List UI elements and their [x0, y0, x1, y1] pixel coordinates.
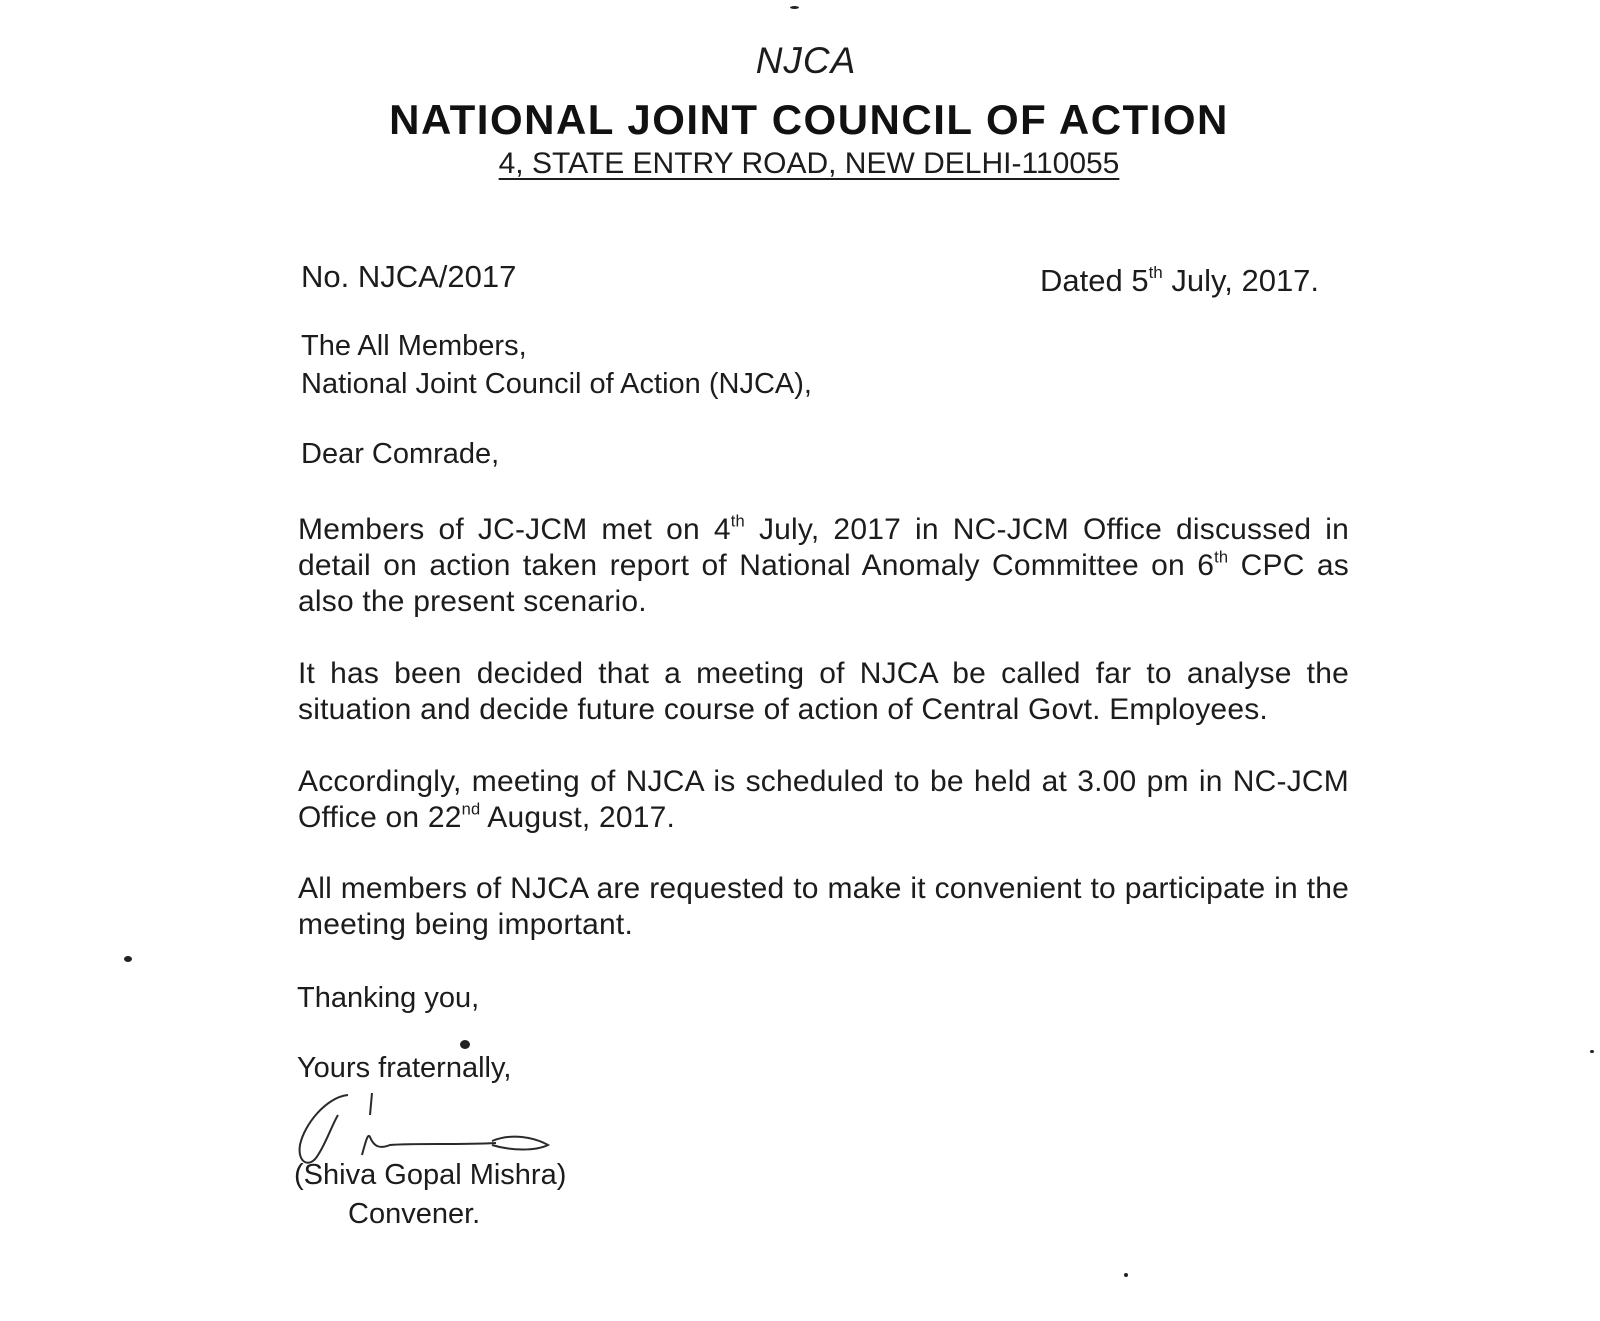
para1-ordinal-2: th	[1214, 548, 1229, 567]
scan-speck	[1124, 1273, 1128, 1277]
para3-part-a: Accordingly, meeting of NJCA is scheduled to be held at 3.00 pm in NC-JCM Office on 22	[298, 765, 1349, 834]
scan-speck	[460, 1040, 470, 1049]
letterhead-address	[0, 147, 1600, 181]
recipient-line-1: The All Members,	[301, 330, 527, 362]
para1-part-b: July, 2017 in NC-JCM Office discussed in detail on action taken report of National Anomaly Committee on 6	[298, 513, 1349, 582]
letter-date-prefix: Dated 5	[1040, 263, 1149, 298]
salutation: Dear Comrade,	[301, 438, 500, 470]
closing-sign-off: Yours fraternally,	[297, 1052, 512, 1084]
letterhead-short-name: NJCA	[755, 40, 857, 81]
signer-designation: Convener.	[348, 1198, 481, 1230]
para1-part-c: CPC as also the present scenario.	[298, 549, 1349, 618]
letter-date-ordinal: th	[1148, 263, 1163, 283]
letterhead-address-text: 4, STATE ENTRY ROAD, NEW DELHI-110055	[498, 147, 1120, 180]
letter-date	[1040, 263, 1319, 299]
signer-name: (Shiva Gopal Mishra)	[294, 1159, 567, 1191]
recipient-line-2: National Joint Council of Action (NJCA),	[301, 368, 812, 400]
closing-thanks: Thanking you,	[297, 982, 480, 1014]
body-paragraph-4: All members of NJCA are requested to make it convenient to participate in the meeting being important.	[298, 872, 1349, 941]
para1-part-a: Members of JC-JCM met on 4	[298, 513, 731, 546]
letterhead-org-name: NATIONAL JOINT COUNCIL OF ACTION	[389, 96, 1229, 143]
para3-ordinal: nd	[461, 800, 481, 819]
scan-speck	[124, 956, 132, 962]
body-paragraph-1	[298, 512, 1349, 620]
para1-ordinal-1: th	[730, 512, 745, 531]
body-paragraph-2: It has been decided that a meeting of NJCA be called far to analyse the situation and decide future course of action of Central Govt. Employees.	[298, 657, 1349, 726]
reference-number: No. NJCA/2017	[301, 259, 517, 294]
letter-date-suffix: July, 2017.	[1162, 263, 1320, 298]
body-paragraph-3	[298, 764, 1349, 836]
scan-speck	[1590, 1050, 1594, 1053]
para3-part-b: August, 2017.	[480, 801, 676, 834]
scan-speck	[790, 6, 799, 9]
